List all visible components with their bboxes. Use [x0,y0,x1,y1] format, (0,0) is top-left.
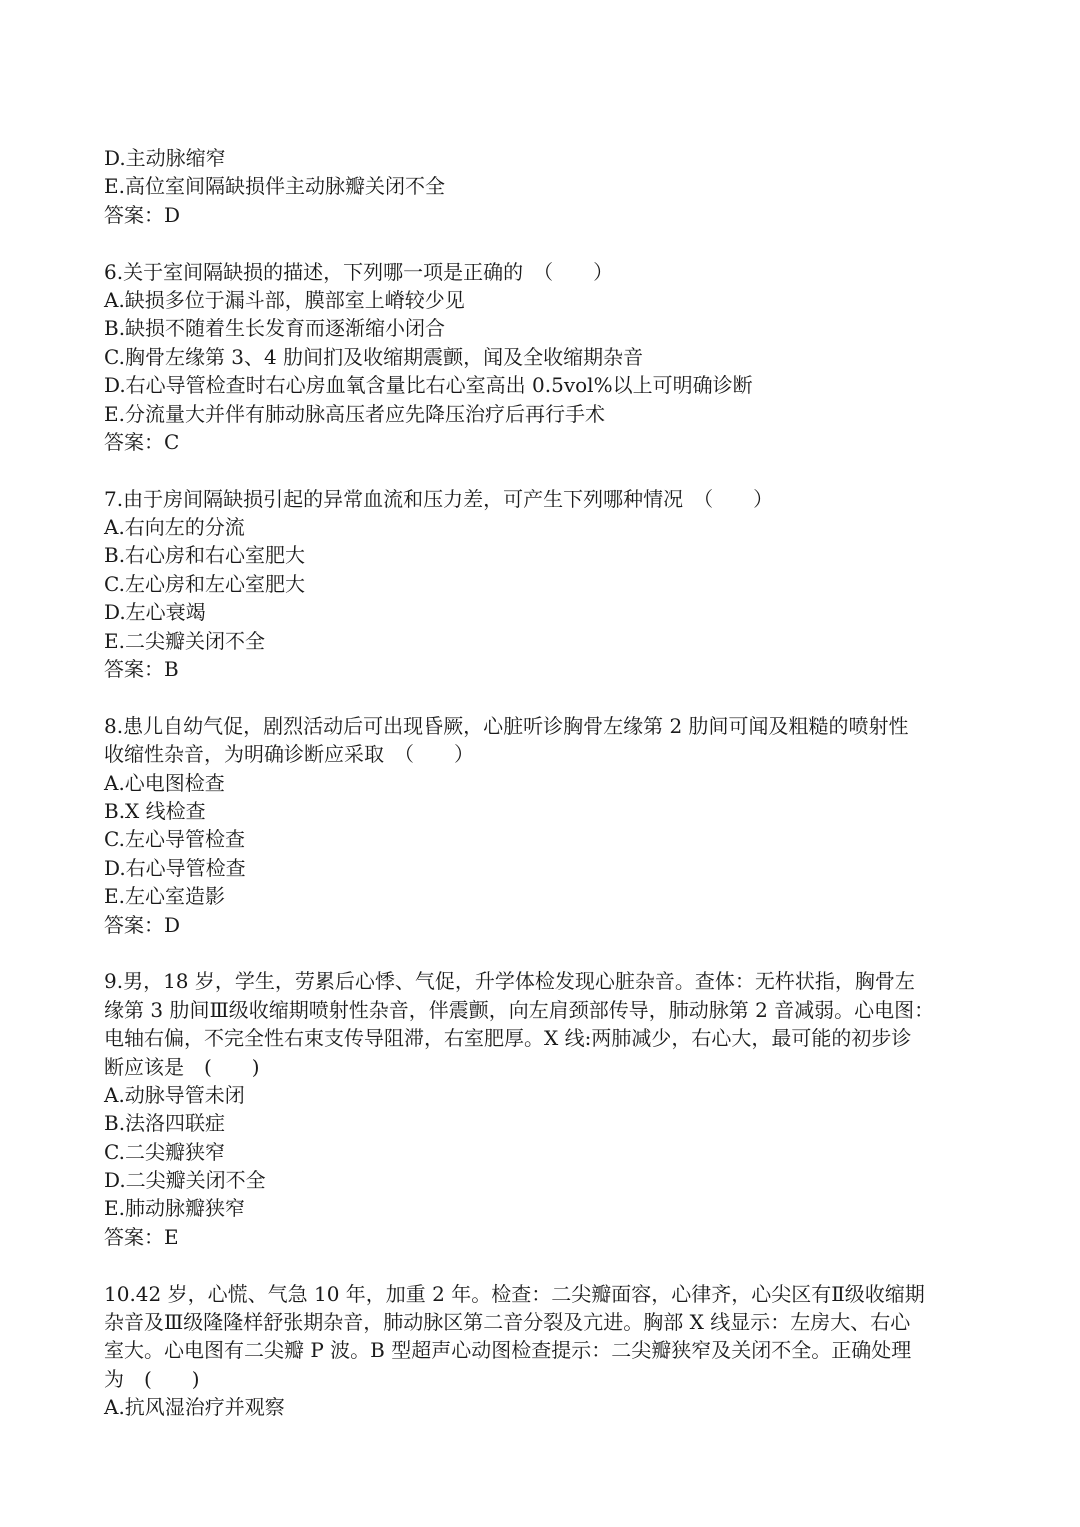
option: C.胸骨左缘第 3、4 肋间扪及收缩期震颤，闻及全收缩期杂音 [104,344,644,369]
option: E.左心室造影 [104,884,225,909]
spacer [104,683,984,711]
option: B.缺损不随着生长发育而逐渐缩小闭合 [104,316,446,341]
question-stem: 8.患儿自幼气促，剧烈活动后可出现昏厥，心脏听诊胸骨左缘第 2 肋间可闻及粗糙的喷射性 [104,713,909,738]
question-10 [104,1280,984,1422]
spacer [104,456,984,484]
question-stem: 收缩性杂音，为明确诊断应采取 （ ） [104,742,474,767]
question-stem: 9.男，18 岁，学生，劳累后心悸、气促，升学体检发现心脏杂音。查体：无杵状指，胸骨左 [104,969,915,994]
answer: 答案：E [104,1224,179,1249]
option: D.右心导管检查 [104,855,246,880]
option: A.抗风湿治疗并观察 [104,1395,285,1420]
question-8 [104,712,984,939]
answer: 答案：D [104,202,181,227]
question-stem: 电轴右偏，不完全性右束支传导阻滞，右室肥厚。X 线:两肺减少，右心大，最可能的初步诊 [104,1026,912,1051]
option: E.分流量大并伴有肺动脉高压者应先降压治疗后再行手术 [104,401,605,426]
option: A.缺损多位于漏斗部，膜部室上嵴较少见 [104,287,465,312]
option: B.法洛四联症 [104,1111,226,1136]
option: B.X 线检查 [104,798,206,823]
question-stem: 10.42 岁，心慌、气急 10 年，加重 2 年。检查：二尖瓣面容，心律齐，心尖区有Ⅱ级收缩期 [104,1281,925,1306]
spacer [104,939,984,967]
answer: 答案：B [104,657,179,682]
option: B.右心房和右心室肥大 [104,543,306,568]
option: A.右向左的分流 [104,515,245,540]
question-stem: 断应该是 ( ) [104,1054,260,1079]
question-stem: 室大。心电图有二尖瓣 P 波。B 型超声心动图检查提示：二尖瓣狭窄及关闭不全。正确处理 [104,1338,912,1363]
option: A.心电图检查 [104,770,225,795]
question-stem: 6.关于室间隔缺损的描述，下列哪一项是正确的 （ ） [104,259,614,284]
option: E.二尖瓣关闭不全 [104,628,265,653]
question-stem: 为 ( ) [104,1366,200,1391]
document-page [104,144,984,1422]
spacer [104,229,984,257]
question-fragment [104,144,984,229]
question-6 [104,258,984,457]
option: D.右心导管检查时右心房血氧含量比右心室高出 0.5vol%以上可明确诊断 [104,373,753,398]
option: D.二尖瓣关闭不全 [104,1168,266,1193]
answer: 答案：D [104,912,181,937]
option: D.主动脉缩窄 [104,146,226,170]
question-9 [104,967,984,1251]
question-stem: 杂音及Ⅲ级隆隆样舒张期杂音，肺动脉区第二音分裂及亢进。胸部 X 线显示：左房大、右心 [104,1310,911,1335]
option: E.高位室间隔缺损伴主动脉瓣关闭不全 [104,174,445,199]
question-stem: 缘第 3 肋间Ⅲ级收缩期喷射性杂音，伴震颤，向左肩颈部传导，肺动脉第 2 音减弱。心电图： [104,997,935,1022]
option: D.左心衰竭 [104,600,206,625]
option: C.二尖瓣狭窄 [104,1139,225,1164]
spacer [104,1251,984,1279]
option: A.动脉导管未闭 [104,1082,245,1107]
option: E.肺动脉瓣狭窄 [104,1196,245,1221]
answer: 答案：C [104,429,180,454]
option: C.左心导管检查 [104,827,245,852]
option: C.左心房和左心室肥大 [104,571,305,596]
question-stem: 7.由于房间隔缺损引起的异常血流和压力差，可产生下列哪种情况 （ ） [104,486,774,511]
question-7 [104,485,984,684]
